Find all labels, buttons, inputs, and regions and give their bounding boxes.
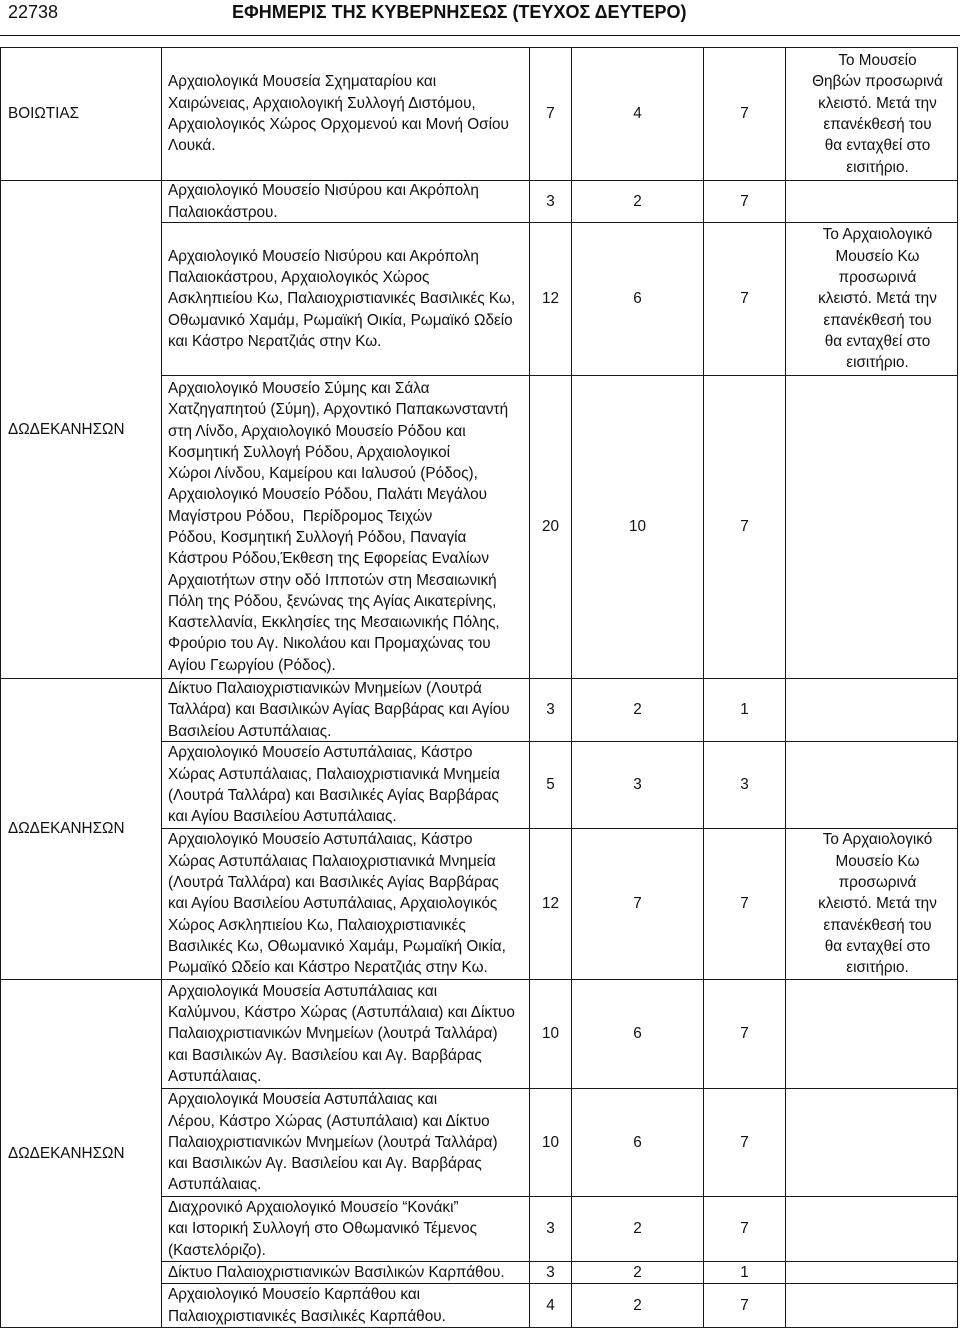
description-cell: Αρχαιολογικό Μουσείο Νισύρου και Ακρόπολη Παλαιοκάστρου. <box>162 181 530 223</box>
description-cell: Αρχαιολογικά Μουσεία Αστυπάλαιας και Λέρου, Κάστρο Χώρας (Αστυπάλαια) και Δίκτυο Παλαιοχριστιανικών Μνημείων (λουτρά Ταλλάρα) και Βασιλικών Αγ. Βασιλείου και Αγ. Βαρβάρας Αστυπάλαιας. <box>162 1089 530 1197</box>
description-cell: Διαχρονικό Αρχαιολογικό Μουσείο “Κονάκι” και Ιστορική Συλλογή στο Οθωμανικό Τέμενος (Καστελόριζο). <box>162 1197 530 1262</box>
value-cell-2: 10 <box>572 376 704 679</box>
value-cell-2: 4 <box>572 48 704 181</box>
note-cell <box>786 1262 958 1284</box>
note-cell: Το Αρχαιολογικό Μουσείο Κω προσωρινά κλειστό. Μετά την επανέκθεσή του θα ενταχθεί στο εισιτήριο. <box>786 223 958 376</box>
value-cell-1: 20 <box>530 376 572 679</box>
value-cell-3: 7 <box>704 980 786 1089</box>
value-cell-3: 1 <box>704 679 786 742</box>
value-cell-3: 7 <box>704 829 786 980</box>
note-cell <box>786 980 958 1089</box>
value-cell-3: 7 <box>704 223 786 376</box>
description-cell: Αρχαιολογικό Μουσείο Νισύρου και Ακρόπολη Παλαιοκάστρου, Αρχαιολογικός Χώρος Ασκληπιείου Κω, Παλαιοχριστιανικές Βασιλικές Κω, Οθωμανικό Χαμάμ, Ρωμαϊκή Οικία, Ρωμαϊκό Ωδείο και Κάστρο Νερατζιάς στην Κω. <box>162 223 530 376</box>
ticket-table <box>0 47 958 1328</box>
value-cell-3: 7 <box>704 1089 786 1197</box>
value-cell-1: 3 <box>530 1197 572 1262</box>
value-cell-2: 7 <box>572 829 704 980</box>
value-cell-2: 2 <box>572 1197 704 1262</box>
note-cell <box>786 1089 958 1197</box>
description-cell: Αρχαιολογικά Μουσεία Σχηματαρίου και Χαιρώνειας, Αρχαιολογική Συλλογή Διστόμου, Αρχαιολογικός Χώρος Ορχομενού και Μονή Οσίου Λουκά. <box>162 48 530 181</box>
note-cell <box>786 742 958 829</box>
value-cell-1: 12 <box>530 829 572 980</box>
value-cell-2: 2 <box>572 679 704 742</box>
page-number: 22738 <box>8 2 59 22</box>
value-cell-3: 1 <box>704 1262 786 1284</box>
value-cell-2: 6 <box>572 1089 704 1197</box>
note-cell: Το Μουσείο Θηβών προσωρινά κλειστό. Μετά την επανέκθεσή του θα ενταχθεί στο εισιτήριο. <box>786 48 958 181</box>
value-cell-1: 3 <box>530 1262 572 1284</box>
value-cell-1: 4 <box>530 1284 572 1328</box>
value-cell-3: 7 <box>704 181 786 223</box>
description-cell: Αρχαιολογικό Μουσείο Αστυπάλαιας, Κάστρο Χώρας Αστυπάλαιας Παλαιοχριστιανικά Μνημεία (Λουτρά Ταλλάρα) και Βασιλικές Αγίας Βαρβάρας και Αγίου Βασιλείου Αστυπάλαιας, Αρχαιολογικός Χώρος Ασκληπιείου Κω, Παλαιοχριστιανικές Βασιλικές Κω, Οθωμανικό Χαμάμ, Ρωμαϊκή Οικία, Ρωμαϊκό Ωδείο και Κάστρο Νερατζιάς στην Κω. <box>162 829 530 980</box>
description-cell: Αρχαιολογικό Μουσείο Καρπάθου και Παλαιοχριστιανικές Βασιλικές Καρπάθου. <box>162 1284 530 1328</box>
region-cell: ΔΩΔΕΚΑΝΗΣΩΝ <box>1 181 162 679</box>
value-cell-1: 3 <box>530 679 572 742</box>
note-cell <box>786 1284 958 1328</box>
note-cell: Το Αρχαιολογικό Μουσείο Κω προσωρινά κλειστό. Μετά την επανέκθεσή του θα ενταχθεί στο εισιτήριο. <box>786 829 958 980</box>
value-cell-3: 3 <box>704 742 786 829</box>
value-cell-3: 7 <box>704 1284 786 1328</box>
value-cell-1: 10 <box>530 980 572 1089</box>
description-cell: Δίκτυο Παλαιοχριστιανικών Μνημείων (Λουτρά Ταλλάρα) και Βασιλικών Αγίας Βαρβάρας και Αγίου Βασιλείου Αστυπάλαιας. <box>162 679 530 742</box>
region-cell: ΔΩΔΕΚΑΝΗΣΩΝ <box>1 980 162 1328</box>
note-cell <box>786 181 958 223</box>
region-cell: ΒΟΙΩΤΙΑΣ <box>1 48 162 181</box>
value-cell-1: 5 <box>530 742 572 829</box>
note-cell <box>786 679 958 742</box>
value-cell-1: 10 <box>530 1089 572 1197</box>
value-cell-2: 3 <box>572 742 704 829</box>
note-cell <box>786 1197 958 1262</box>
value-cell-2: 6 <box>572 980 704 1089</box>
value-cell-3: 7 <box>704 48 786 181</box>
value-cell-3: 7 <box>704 376 786 679</box>
note-cell <box>786 376 958 679</box>
value-cell-2: 2 <box>572 1284 704 1328</box>
value-cell-1: 3 <box>530 181 572 223</box>
gazette-title: ΕΦΗΜΕΡΙΣ ΤΗΣ ΚΥΒΕΡΝΗΣΕΩΣ (ΤΕΥΧΟΣ ΔΕΥΤΕΡΟ) <box>232 2 687 22</box>
description-cell: Αρχαιολογικό Μουσείο Αστυπάλαιας, Κάστρο Χώρας Αστυπάλαιας, Παλαιοχριστιανικά Μνημεία (Λουτρά Ταλλάρα) και Βασιλικές Αγίας Βαρβάρας και Αγίου Βασιλείου Αστυπάλαιας. <box>162 742 530 829</box>
description-cell: Δίκτυο Παλαιοχριστιανικών Βασιλικών Καρπάθου. <box>162 1262 530 1284</box>
description-cell: Αρχαιολογικό Μουσείο Σύμης και Σάλα Χατζηγαπητού (Σύμη), Αρχοντικό Παπακωνσταντή στη Λίνδο, Αρχαιολογικό Μουσείο Ρόδου και Κοσμητική Συλλογή Ρόδου, Αρχαιολογικοί Χώροι Λίνδου, Καμείρου και Ιαλυσού (Ρόδος), Αρχαιολογικό Μουσείο Ρόδου, Παλάτι Μεγάλου Μαγίστρου Ρόδου, Περίδρομος Τειχών Ρόδου, Κοσμητική Συλλογή Ρόδου, Παναγία Κάστρου Ρόδου,Έκθεση της Εφορείας Εναλίων Αρχαιοτήτων στην οδό Ιπποτών στη Μεσαιωνική Πόλη της Ρόδου, ξενώνας της Αγίας Αικατερίνης, Καστελλανία, Εκκλησίες της Μεσαιωνικής Πόλης, Φρούριο του Αγ. Νικολάου και Προμαχώνας του Αγίου Γεωργίου (Ρόδος). <box>162 376 530 679</box>
value-cell-2: 2 <box>572 1262 704 1284</box>
header-divider <box>0 35 960 36</box>
region-cell: ΔΩΔΕΚΑΝΗΣΩΝ <box>1 679 162 980</box>
description-cell: Αρχαιολογικά Μουσεία Αστυπάλαιας και Καλύμνου, Κάστρο Χώρας (Αστυπάλαια) και Δίκτυο Παλαιοχριστιανικών Μνημείων (λουτρά Ταλλάρα) και Βασιλικών Αγ. Βασιλείου και Αγ. Βαρβάρας Αστυπάλαιας. <box>162 980 530 1089</box>
value-cell-3: 7 <box>704 1197 786 1262</box>
value-cell-1: 12 <box>530 223 572 376</box>
value-cell-2: 6 <box>572 223 704 376</box>
value-cell-1: 7 <box>530 48 572 181</box>
value-cell-2: 2 <box>572 181 704 223</box>
